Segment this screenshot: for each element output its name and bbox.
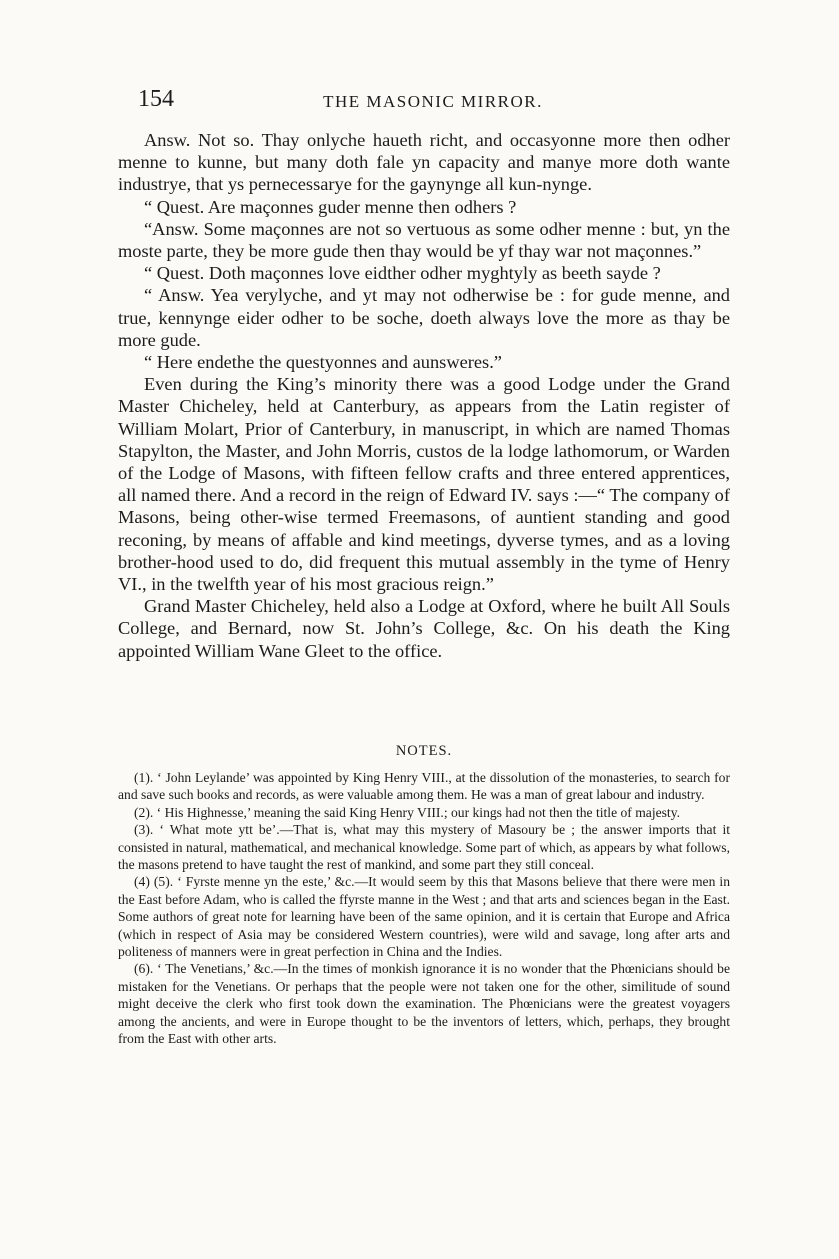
notes-heading: NOTES. [395,743,453,759]
paragraph-question-3: “ Quest. Doth maçonnes love eidther odher myghtyly as beeth sayde ? [144,263,661,284]
page-number: 154 [138,86,174,112]
paragraph-answer-3: “ Answ. Yea verylyche, and yt may not odherwise be : for gude menne, and true, kennynge eider odher to be soche, doeth always love the more as thay be more gude. [118,285,730,350]
running-title: THE MASONIC MIRROR. [323,92,543,111]
note-4-5: (4) (5). ‘ Fyrste menne yn the este,’ &c.—It would seem by this that Masons believe that there were men in the East before Adam, who is called the ffyrste manne in the West ; and that arts and sciences began in the East. Some authors of great note for learning have been of the same opinion, and it is certain that Europe and Africa (which in respect of Asia may be considered Western countries), were wild and savage, long after arts and politeness of manners were in great perfection in China and the Indies. [118,874,730,960]
paragraph-oxford-lodge: Grand Master Chicheley, held also a Lodge at Oxford, where he built All Souls College, and Bernard, now St. John’s College, &c. On his death the King appointed William Wane Gleet to the office. [118,596,730,661]
paragraph-answer-2: “Answ. Some maçonnes are not so vertuous as some odher menne : but, yn the moste parte, they be more gude then thay would be yf thay war not maçonnes.” [118,218,730,262]
main-text [118,129,730,662]
note-1: (1). ‘ John Leylande’ was appointed by King Henry VIII., at the dissolution of the monasteries, to search for and save such books and records, as were valuable among them. He was a man of great labour and industry. [118,770,730,803]
page-header [138,86,728,116]
paragraph-question-2: “ Quest. Are maçonnes guder menne then odhers ? [144,196,517,217]
note-6: (6). ‘ The Venetians,’ &c.—In the times of monkish ignorance it is no wonder that the Phœnicians should be mistaken for the Venetians. Or perhaps that the people were not taken one for the other, similitude of sound might deceive the clerk who first took down the examination. The Phœnicians were the greatest voyagers among the ancients, and were in Europe thought to be the inventors of letters, which, perhaps, they brought from the East with other arts. [118,961,730,1047]
paragraph-answer-1: Answ. Not so. Thay onlyche haueth richt, and occasyonne more then odher menne to kunne, but many doth fale yn capacity and manye more doth wante industrye, that ys pernecessarye for the gaynynge all kun-nynge. [118,130,730,195]
notes-section [118,769,730,1048]
note-2: (2). ‘ His Highnesse,’ meaning the said King Henry VIII.; our kings had not then the title of majesty. [134,804,681,820]
paragraph-closing: “ Here endethe the questyonnes and aunsweres.” [144,352,502,373]
paragraph-canterbury-lodge: Even during the King’s minority there was a good Lodge under the Grand Master Chicheley, held at Canterbury, as appears from the Latin register of William Molart, Prior of Canterbury, in manuscript, in which are named Thomas Stapylton, the Master, and John Morris, custos de la lodge lathomorum, or Warden of the Lodge of Masons, with fifteen fellow crafts and three entered apprentices, all named there. And a record in the reign of Edward IV. says :—“ The company of Masons, being other-wise termed Freemasons, of auntient standing and good reconing, by means of affable and kind meetings, dyverse tymes, and as a loving brother-hood used to do, did frequent this mutual assembly in the tyme of Henry VI., in the twelfth year of his most gracious reign.” [118,374,730,595]
note-3: (3). ‘ What mote ytt be’.—That is, what may this mystery of Masoury be ; the answer imports that it consisted in natural, mathematical, and mechanical knowledge. Some part of which, as appears by what follows, the masons pretend to have taught the rest of mankind, and some part they still conceal. [118,822,730,873]
